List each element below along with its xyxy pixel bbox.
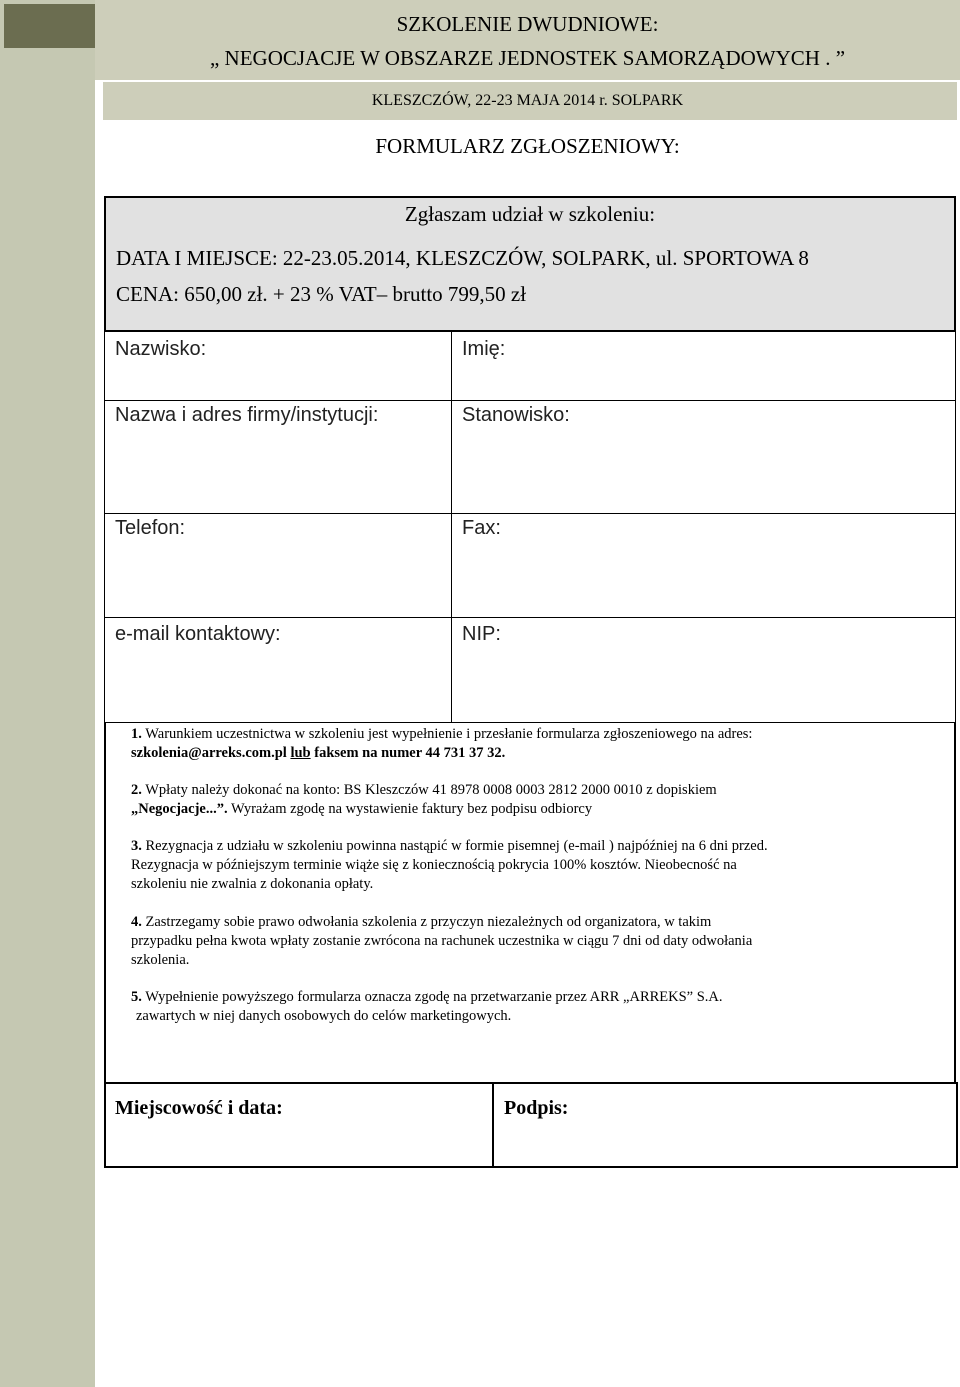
- term-3-line-1: [131, 838, 768, 855]
- signature-box[interactable]: [104, 1082, 958, 1168]
- date-place: DATA I MIEJSCE: 22-23.05.2014, KLESZCZÓW, SOLPARK, ul. SPORTOWA 8: [116, 246, 809, 270]
- term-3-line-2: Rezygnacja w późniejszym terminie wiąże się z koniecznością pokrycia 100% kosztów. Nieobecność na: [131, 857, 737, 873]
- term-2-number: 2.: [131, 782, 142, 798]
- email-address[interactable]: szkolenia@arreks.com.pl: [131, 745, 287, 761]
- corner-block: [4, 4, 95, 48]
- price: CENA: 650,00 zł. + 23 % VAT– brutto 799,50 zł: [116, 282, 527, 306]
- training-location-date: KLESZCZÓW, 22-23 MAJA 2014 r. SOLPARK: [371, 92, 684, 109]
- email-label: e-mail kontaktowy:: [115, 623, 281, 645]
- term-3-text: Rezygnacja z udziału w szkoleniu powinna nastąpić w formie pisemnej (e-mail ) najpóźniej na 6 dni przed.: [145, 838, 768, 854]
- surname-label: Nazwisko:: [115, 338, 207, 360]
- left-sidebar-bar: [0, 0, 95, 1387]
- terms-section: [104, 722, 956, 1082]
- term-1-or: lub: [290, 745, 311, 761]
- term-3-number: 3.: [131, 838, 142, 854]
- place-date-label: Miejscowość i data:: [115, 1097, 283, 1119]
- term-2-line-2: [131, 801, 592, 818]
- first-name-field[interactable]: [451, 331, 956, 401]
- term-3-line-3: szkoleniu nie zwalnia z dokonania opłaty.: [131, 876, 374, 892]
- payment-note: „Negocjacje...”.: [131, 801, 228, 817]
- position-label: Stanowisko:: [462, 404, 570, 426]
- first-name-label: Imię:: [462, 338, 506, 360]
- nip-field[interactable]: [451, 617, 956, 723]
- term-1-line-1: [131, 726, 752, 743]
- term-5-line-2: zawartych w niej danych osobowych do celów marketingowych.: [136, 1008, 512, 1024]
- signature-divider: [492, 1082, 494, 1168]
- term-4-line-2: przypadku pełna kwota wpłaty zostanie zwrócona na rachunek uczestnika w ciągu 7 dni od daty odwołania: [131, 933, 753, 949]
- term-2-text: Wpłaty należy dokonać na konto: BS Kleszczów 41 8978 0008 0003 2812 2000 0010 z dopiskiem: [145, 782, 717, 798]
- training-type: SZKOLENIE DWUDNIOWE:: [396, 12, 659, 36]
- fax-label: Fax:: [462, 517, 501, 539]
- registration-title: Zgłaszam udział w szkoleniu:: [404, 202, 656, 226]
- term-4-text: Zastrzegamy sobie prawo odwołania szkolenia z przyczyn niezależnych od organizatora, w takim: [145, 914, 712, 930]
- fax-field[interactable]: [451, 513, 956, 618]
- term-1-text: Warunkiem uczestnictwa w szkoleniu jest wypełnienie i przesłanie formularza zgłoszeniowego na adres:: [145, 726, 753, 742]
- term-5-number: 5.: [131, 989, 142, 1005]
- term-5-text: Wypełnienie powyższego formularza oznacza zgodę na przetwarzanie przez ARR „ARREKS” S.A.: [145, 989, 723, 1005]
- signature-label: Podpis:: [504, 1097, 569, 1119]
- term-4-line-3: szkolenia.: [131, 952, 190, 968]
- term-1-number: 1.: [131, 726, 142, 742]
- invoice-consent: Wyrażam zgodę na wystawienie faktury bez podpisu odbiorcy: [231, 801, 593, 817]
- company-label: Nazwa i adres firmy/instytucji:: [115, 404, 379, 426]
- nip-label: NIP:: [462, 623, 501, 645]
- term-2-line-1: [131, 782, 717, 799]
- registration-box: [104, 196, 956, 332]
- term-4-number: 4.: [131, 914, 142, 930]
- term-5-line-1: [131, 989, 723, 1006]
- term-4-line-1: [131, 914, 711, 931]
- fax-number: faksem na numer 44 731 37 32.: [314, 745, 506, 761]
- term-1-line-2: [131, 745, 505, 762]
- phone-label: Telefon:: [115, 517, 186, 539]
- training-title: „ NEGOCJACJE W OBSZARZE JEDNOSTEK SAMORZĄDOWYCH . ”: [209, 46, 846, 70]
- form-title: FORMULARZ ZGŁOSZENIOWY:: [375, 134, 680, 158]
